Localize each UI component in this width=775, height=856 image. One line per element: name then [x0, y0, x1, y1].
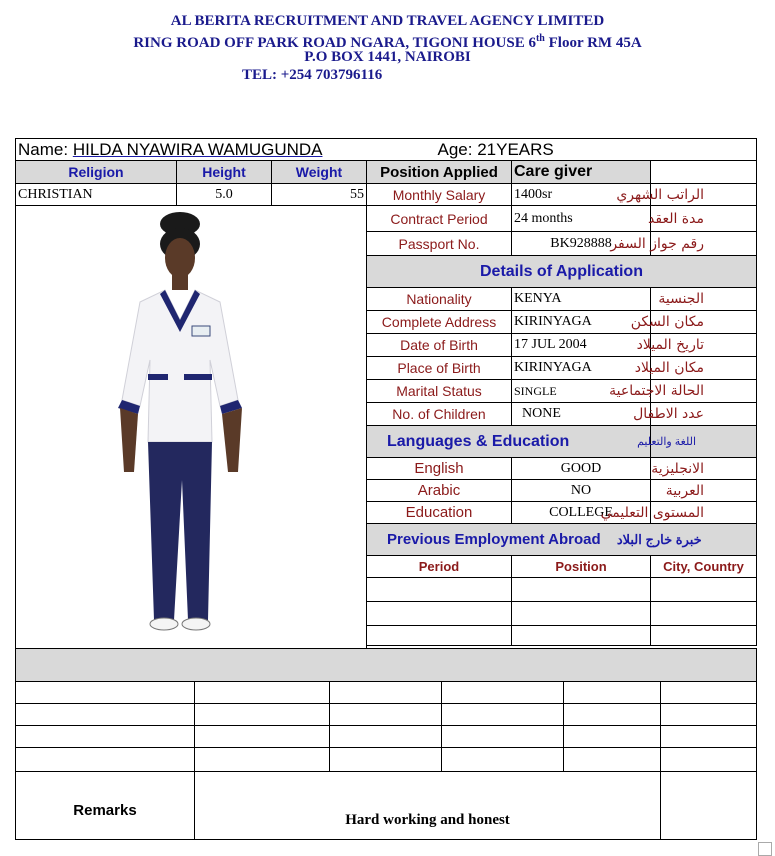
religion-value: CHRISTIAN — [16, 184, 177, 206]
application-table — [366, 160, 757, 646]
age-cell: Age: 21YEARS — [436, 139, 757, 161]
remarks-label: Remarks — [16, 802, 195, 840]
dob-ar: تاريخ الميلاد — [651, 334, 757, 357]
pob-value: KIRINYAGA — [512, 357, 651, 380]
emp-cell — [367, 578, 512, 602]
bottom-gray-band — [16, 649, 757, 682]
education-value: COLLEGE — [512, 502, 651, 524]
dob-label: Date of Birth — [367, 334, 512, 357]
marital-label: Marital Status — [367, 380, 512, 403]
col-period: Period — [367, 556, 512, 578]
details-title: Details of Application — [367, 256, 757, 288]
pob-ar: مكان الميلاد — [651, 357, 757, 380]
marital-ar: الحالة الاجتماعية — [651, 380, 757, 403]
address-value: KIRINYAGA — [512, 311, 651, 334]
name-cell: Name: HILDA NYAWIRA WAMUGUNDA — [16, 139, 436, 161]
salary-ar: الراتب الشهري — [651, 184, 757, 206]
nationality-ar: الجنسية — [651, 288, 757, 311]
contract-value: 24 months — [512, 206, 651, 232]
address-ar: مكان السكن — [651, 311, 757, 334]
languages-title: Languages & Education — [367, 426, 651, 458]
bottom-table — [15, 648, 757, 840]
religion-header: Religion — [16, 161, 177, 184]
arabic-value: NO — [512, 480, 651, 502]
education-ar: المستوى التعليمي — [651, 502, 757, 524]
address-label: Complete Address — [367, 311, 512, 334]
emp-cell — [651, 626, 757, 646]
remarks-value: Hard working and honest — [195, 802, 661, 840]
marital-value: SINGLE — [512, 380, 651, 403]
company-name: AL BERITA RECRUITMENT AND TRAVEL AGENCY LIMITED — [170, 13, 605, 29]
contract-label: Contract Period — [367, 206, 512, 232]
company-tel: TEL: +254 703796116 — [242, 67, 383, 83]
pob-label: Place of Birth — [367, 357, 512, 380]
applicant-photo — [110, 210, 260, 635]
col-position: Position — [512, 556, 651, 578]
nationality-value: KENYA — [512, 288, 651, 311]
emp-cell — [512, 578, 651, 602]
emp-cell — [512, 626, 651, 646]
english-ar: الانجليزية — [651, 458, 757, 480]
page-corner-mark — [758, 842, 772, 856]
nationality-label: Nationality — [367, 288, 512, 311]
education-label: Education — [367, 502, 512, 524]
company-address: RING ROAD OFF PARK ROAD NGARA, TIGONI HOUSE 6th Floor RM 45A — [133, 33, 642, 51]
english-value: GOOD — [512, 458, 651, 480]
passport-label: Passport No. — [367, 232, 512, 256]
passport-value: BK928888 — [512, 232, 651, 256]
weight-header: Weight — [272, 161, 367, 184]
salary-value: 1400sr — [512, 184, 651, 206]
position-label: Position Applied — [367, 161, 512, 184]
children-ar: عدد الاطفال — [651, 403, 757, 426]
weight-value: 55 — [272, 184, 367, 206]
dob-value: 17 JUL 2004 — [512, 334, 651, 357]
emp-cell — [512, 602, 651, 626]
company-pobox: P.O BOX 1441, NAIROBI — [304, 49, 471, 65]
passport-ar: رقم جواز السفر — [651, 232, 757, 256]
children-label: No. of Children — [367, 403, 512, 426]
arabic-ar: العربية — [651, 480, 757, 502]
arabic-label: Arabic — [367, 480, 512, 502]
children-value: NONE — [512, 403, 651, 426]
name-row — [15, 138, 757, 161]
employment-title: Previous Employment Abroad خبرة خارج البلاد — [367, 524, 757, 556]
height-value: 5.0 — [177, 184, 272, 206]
english-label: English — [367, 458, 512, 480]
height-header: Height — [177, 161, 272, 184]
emp-cell — [651, 602, 757, 626]
languages-title-ar: اللغة والتعليم — [651, 426, 757, 458]
applicant-name: HILDA NYAWIRA WAMUGUNDA — [72, 139, 323, 159]
col-city-country: City, Country — [651, 556, 757, 578]
position-value: Care giver — [512, 161, 651, 184]
emp-cell — [367, 602, 512, 626]
salary-label: Monthly Salary — [367, 184, 512, 206]
emp-cell — [367, 626, 512, 646]
emp-cell — [651, 578, 757, 602]
contract-ar: مدة العقد — [651, 206, 757, 232]
employment-title-ar: خبرة خارج البلاد — [616, 532, 702, 547]
